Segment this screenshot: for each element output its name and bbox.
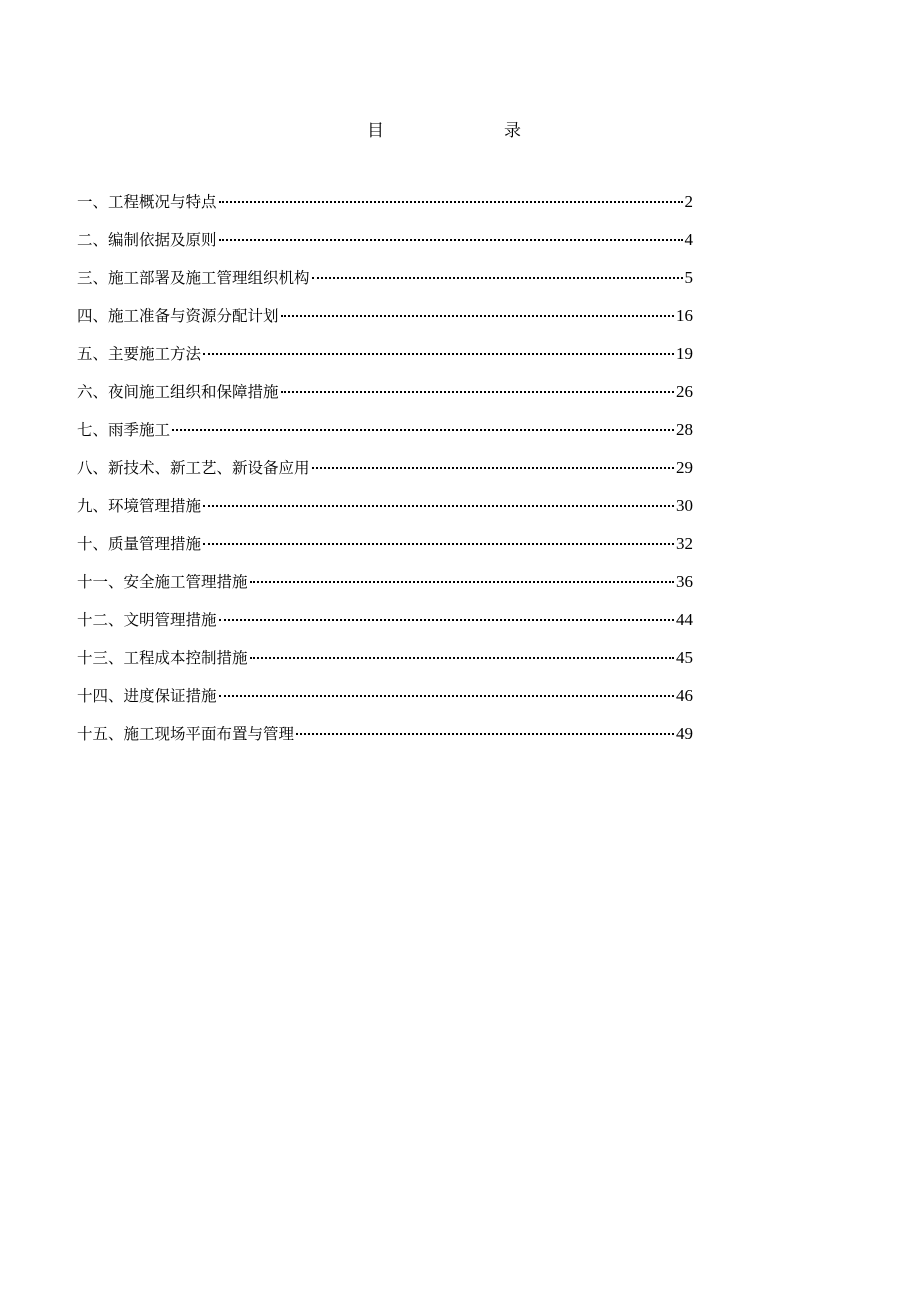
toc-leader-dots: [219, 238, 683, 241]
toc-entry[interactable]: [77, 190, 693, 228]
toc-entry-label: 七、雨季施工: [77, 421, 171, 439]
toc-leader-dots: [296, 732, 674, 735]
toc-entry-page: 36: [676, 572, 693, 591]
toc-leader-dots: [250, 656, 674, 659]
toc-entry-page: 45: [676, 648, 693, 667]
toc-entry-label: 三、施工部署及施工管理组织机构: [77, 269, 310, 287]
toc-list: [77, 190, 693, 760]
toc-entry-page: 49: [676, 724, 693, 743]
toc-title-right-char: 录: [504, 121, 521, 141]
toc-entry[interactable]: [77, 684, 693, 722]
toc-entry-page: 2: [684, 192, 693, 211]
toc-entry[interactable]: [77, 228, 693, 266]
toc-entry-page: 46: [676, 686, 693, 705]
toc-leader-dots: [172, 428, 674, 431]
toc-entry[interactable]: [77, 570, 693, 608]
toc-entry-page: 5: [684, 268, 693, 287]
toc-entry-label: 十四、进度保证措施: [77, 687, 217, 705]
toc-entry[interactable]: [77, 532, 693, 570]
toc-entry-label: 十五、施工现场平面布置与管理: [77, 725, 295, 743]
toc-leader-dots: [281, 314, 674, 317]
toc-entry-page: 19: [676, 344, 693, 363]
toc-entry-label: 二、编制依据及原则: [77, 231, 217, 249]
toc-leader-dots: [219, 200, 683, 203]
toc-entry-page: 44: [676, 610, 693, 629]
toc-entry-label: 十三、工程成本控制措施: [77, 649, 248, 667]
toc-leader-dots: [219, 618, 674, 621]
toc-entry-label: 四、施工准备与资源分配计划: [77, 307, 279, 325]
toc-entry-label: 十二、文明管理措施: [77, 611, 217, 629]
toc-leader-dots: [312, 276, 683, 279]
toc-entry[interactable]: [77, 608, 693, 646]
toc-leader-dots: [203, 542, 674, 545]
toc-entry[interactable]: [77, 494, 693, 532]
toc-entry[interactable]: [77, 266, 693, 304]
toc-entry-label: 十一、安全施工管理措施: [77, 573, 248, 591]
toc-entry-label: 六、夜间施工组织和保障措施: [77, 383, 279, 401]
toc-entry-label: 五、主要施工方法: [77, 345, 202, 363]
toc-entry-label: 一、工程概况与特点: [77, 193, 217, 211]
toc-title: [0, 116, 920, 142]
toc-leader-dots: [203, 504, 674, 507]
toc-entry[interactable]: [77, 646, 693, 684]
toc-entry-label: 九、环境管理措施: [77, 497, 202, 515]
toc-entry-page: 28: [676, 420, 693, 439]
toc-leader-dots: [312, 466, 674, 469]
toc-entry-page: 29: [676, 458, 693, 477]
toc-leader-dots: [203, 352, 674, 355]
toc-leader-dots: [281, 390, 674, 393]
toc-entry[interactable]: [77, 418, 693, 456]
toc-entry-label: 十、质量管理措施: [77, 535, 202, 553]
toc-entry-page: 4: [684, 230, 693, 249]
toc-entry[interactable]: [77, 456, 693, 494]
toc-entry-page: 30: [676, 496, 693, 515]
toc-entry[interactable]: [77, 380, 693, 418]
toc-entry[interactable]: [77, 304, 693, 342]
toc-entry-page: 26: [676, 382, 693, 401]
toc-title-left-char: 目: [367, 121, 384, 141]
toc-entry-page: 16: [676, 306, 693, 325]
toc-leader-dots: [250, 580, 674, 583]
toc-entry[interactable]: [77, 722, 693, 760]
toc-leader-dots: [219, 694, 674, 697]
toc-entry[interactable]: [77, 342, 693, 380]
toc-entry-page: 32: [676, 534, 693, 553]
toc-entry-label: 八、新技术、新工艺、新设备应用: [77, 459, 310, 477]
